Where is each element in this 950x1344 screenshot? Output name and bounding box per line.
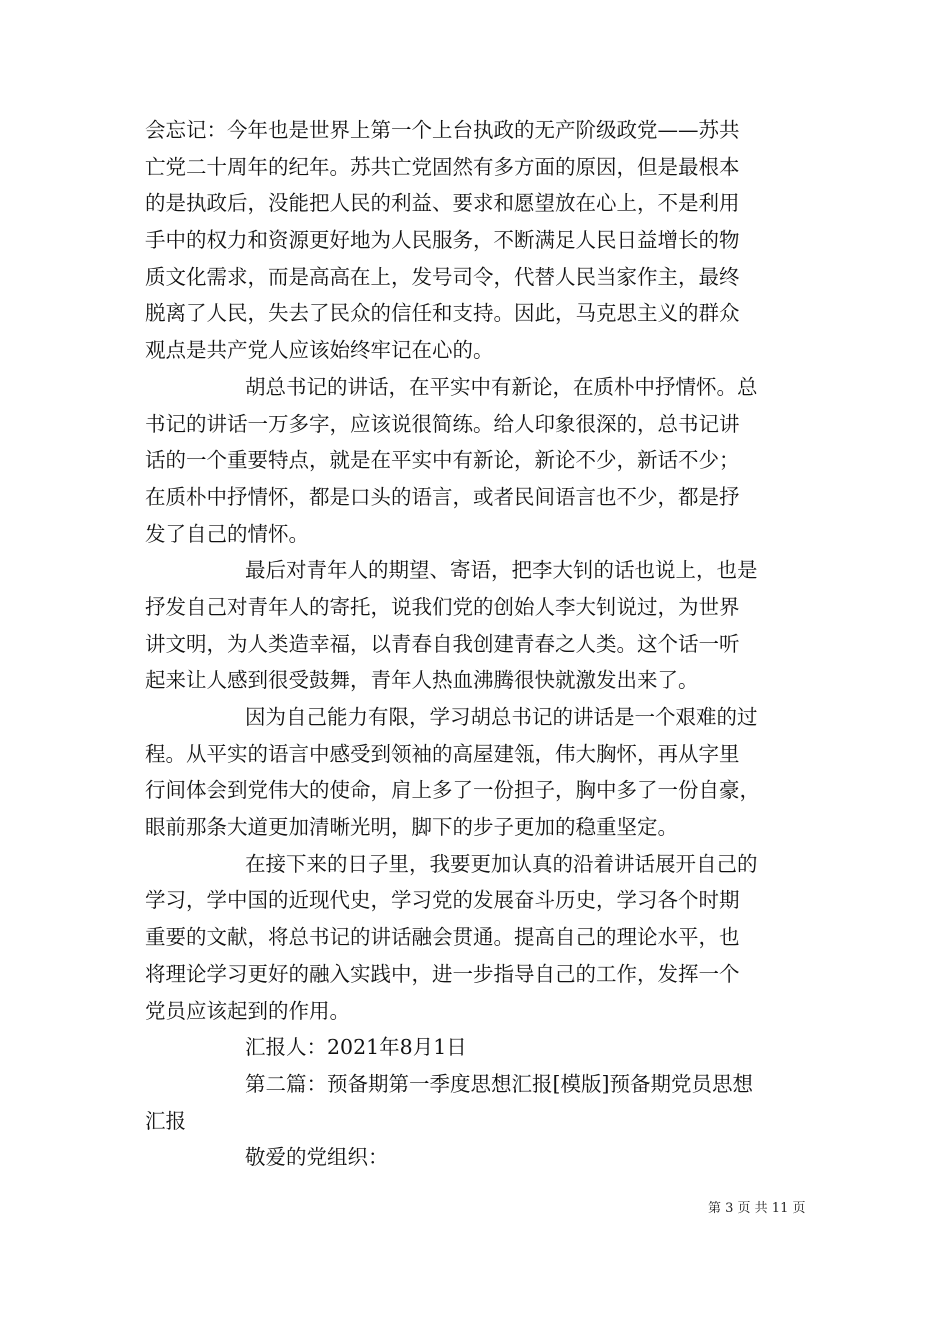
paragraph-first-line: 因为自己能力有限，学习胡总书记的讲话是一个艰难的过: [245, 705, 758, 729]
text-line: 亡党二十周年的纪年。苏共亡党固然有多方面的原因，但是最根本: [145, 154, 740, 179]
paragraph-first-line: 最后对青年人的期望、寄语，把李大钊的话也说上，也是: [245, 558, 758, 583]
section-heading-line: 汇报: [145, 1108, 186, 1133]
text-line: 脱离了人民，失去了民众的信任和支持。因此，马克思主义的群众: [145, 301, 740, 326]
text-line: 话的一个重要特点，就是在平实中有新论，新论不少，新话不少；: [145, 448, 740, 473]
text-line: 的是执政后，没能把人民的利益、要求和愿望放在心上，不是利用: [145, 191, 740, 216]
text-line: 会忘记：今年也是世界上第一个上台执政的无产阶级政党——苏共: [145, 118, 740, 142]
text-line: 发了自己的情怀。: [145, 521, 309, 546]
text-line: 书记的讲话一万多字，应该说很简练。给人印象很深的，总书记讲: [145, 411, 740, 436]
paragraph-first-line: 在接下来的日子里，我要更加认真的沿着讲话展开自己的: [245, 851, 758, 876]
signature-line: 汇报人：2021年8月1日: [245, 1035, 467, 1060]
text-line: 手中的权力和资源更好地为人民服务，不断满足人民日益增长的物: [145, 228, 740, 253]
text-line: 在质朴中抒情怀，都是口头的语言，或者民间语言也不少，都是抒: [145, 484, 740, 509]
text-line: 程。从平实的语言中感受到领袖的高屋建瓴，伟大胸怀，再从字里: [145, 741, 740, 766]
text-line: 观点是共产党人应该始终牢记在心的。: [145, 338, 494, 363]
page-number: 第 3 页 共 11 页: [708, 1201, 806, 1216]
text-line: 质文化需求，而是高高在上，发号司令，代替人民当家作主，最终: [145, 264, 740, 289]
text-line: 起来让人感到很受鼓舞，青年人热血沸腾很快就激发出来了。: [145, 668, 699, 693]
paragraph-first-line: 胡总书记的讲话，在平实中有新论，在质朴中抒情怀。总: [245, 374, 758, 399]
text-line: 眼前那条大道更加清晰光明，脚下的步子更加的稳重坚定。: [145, 815, 678, 840]
salutation-line: 敬爱的党组织：: [245, 1145, 389, 1170]
document-body: [145, 112, 810, 1176]
text-line: 抒发自己对青年人的寄托，说我们党的创始人李大钊说过，为世界: [145, 594, 740, 619]
text-line: 讲文明，为人类造幸福，以青春自我创建青春之人类。这个话一听: [145, 631, 740, 656]
section-heading-line: 第二篇：预备期第一季度思想汇报[模版]预备期党员思想: [245, 1071, 753, 1096]
text-line: 将理论学习更好的融入实践中，进一步指导自己的工作，发挥一个: [145, 961, 740, 986]
text-line: 党员应该起到的作用。: [145, 998, 350, 1023]
text-line: 学习，学中国的近现代史，学习党的发展奋斗历史，学习各个时期: [145, 888, 740, 913]
text-line: 重要的文献，将总书记的讲话融会贯通。提高自己的理论水平，也: [145, 925, 740, 950]
text-line: 行间体会到党伟大的使命，肩上多了一份担子，胸中多了一份自豪，: [145, 778, 760, 803]
